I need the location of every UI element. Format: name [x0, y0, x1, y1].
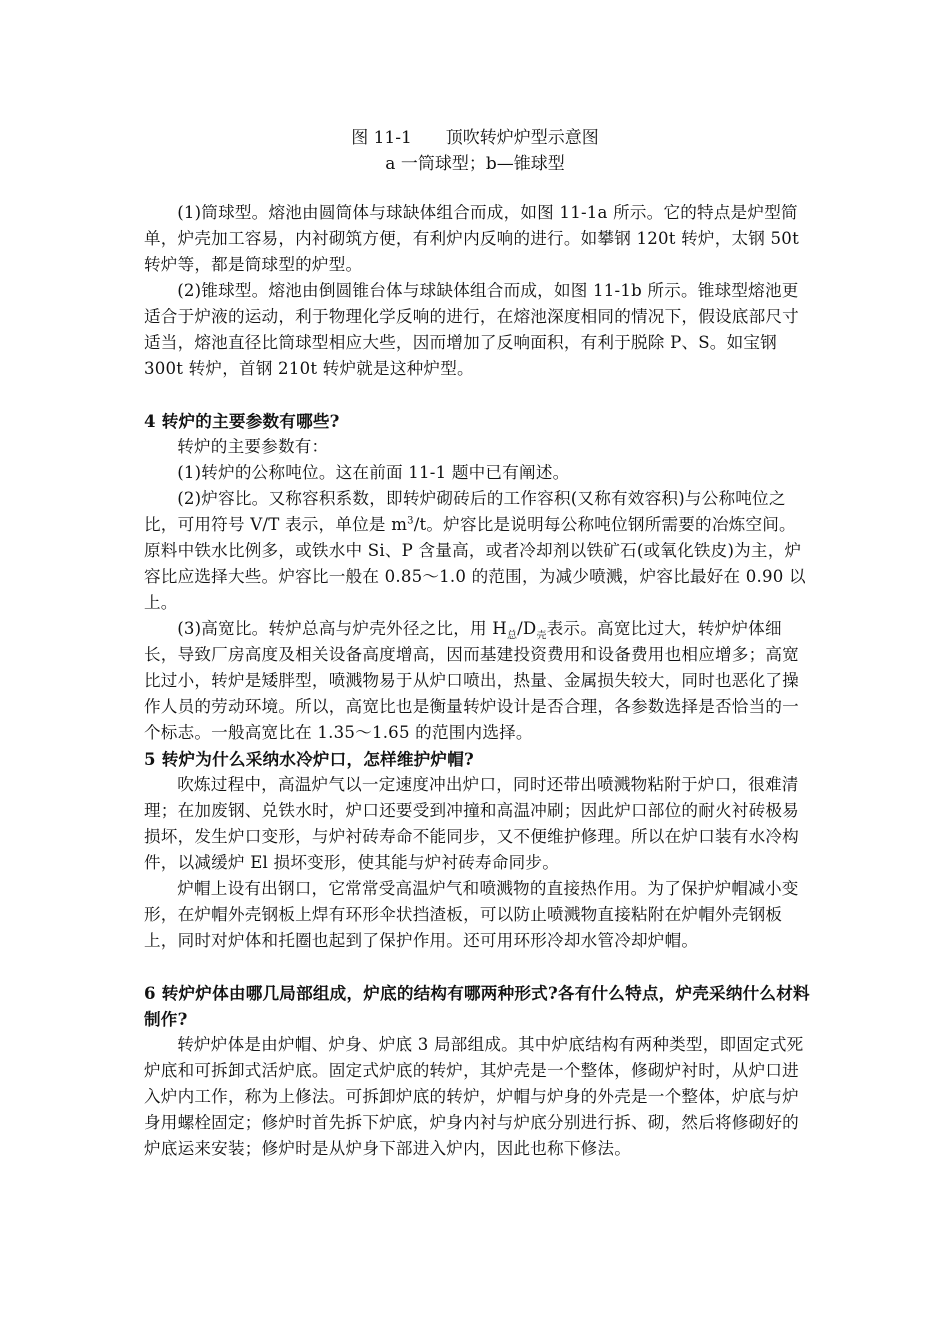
paragraph-volume-ratio: (2)炉容比。又称容积系数，即转炉砌砖后的工作容积(又称有效容积)与公称吨位之比，可用符号 V/T 表示，单位是 $m^3/t$。炉容比是说明每公称吨位钢所需要的冶炼空间。原料中铁水比例多，或铁水中 Si、P 含量高，或者冷却剂以铁矿石(或氧化铁皮)为主，炉容比应选择大些。炉容比一般在 0.85～1.0 的范围，为减少喷溅，炉容比最好在 0.90 以上。 — [144, 489, 806, 612]
paragraph-nominal-tonnage: (1)转炉的公称吨位。这在前面 11-1 题中已有阐述。 — [177, 463, 570, 482]
paragraph-cone-sphere: (2)锥球型。熔池由倒圆锥台体与球缺体组合而成，如图 11-1b 所示。锥球型熔池更适合于炉液的运动，利于物理化学反响的进行，在熔池深度相同的情况下，假设底部尺寸适当，熔池直径比筒球型相应大些，因而增加了反响面积，有利于脱除 P、S。如宝钢 300t 转炉，首钢 210t 转炉就是这种炉型。 — [144, 281, 799, 378]
question-5-heading: 5 转炉为什么采纳水冷炉口，怎样维护炉帽? — [144, 749, 474, 769]
paragraph-tube-sphere: (1)筒球型。熔池由圆筒体与球缺体组合而成，如图 11-1a 所示。它的特点是炉型简单，炉壳加工容易，内衬砌筑方便，有利炉内反响的进行。如攀钢 120t 转炉，太钢 50t 转炉等，都是筒球型的炉型。 — [144, 203, 799, 274]
paragraph-furnace-cap: 炉帽上设有出钢口，它常常受高温炉气和喷溅物的直接热作用。为了保护炉帽减小变形，在炉帽外壳钢板上焊有环形伞状挡渣板，可以防止喷溅物直接粘附在炉帽外壳钢板上，同时对炉体和托圈也起到了保护作用。还可用环形冷却水管冷却炉帽。 — [144, 879, 799, 950]
paragraph-water-cooled-mouth: 吹炼过程中，高温炉气以一定速度冲出炉口，同时还带出喷溅物粘附于炉口，很难清理；在加废钢、兑铁水时，炉口还要受到冲撞和高温冲刷；因此炉口部位的耐火衬砖极易损坏，发生炉口变形，与炉衬砖寿命不能同步，又不便维护修理。所以在炉口装有水冷构件，以减缓炉 El 损坏变形，使其能与炉衬砖寿命同步。 — [144, 775, 799, 872]
figure-caption-title: 图 11-1 顶吹转炉炉型示意图 — [351, 128, 599, 148]
figure-caption-subtitle: a 一筒球型；b—锥球型 — [385, 154, 565, 174]
paragraph-height-width-ratio: (3)高宽比。转炉总高与炉壳外径之比，用 $H_总/D_壳$表示。高宽比过大，转炉炉体细长，导致厂房高度及相关设备高度增高，因而基建投资费用和设备费用也相应增多；高宽比过小，转炉是矮胖型，喷溅物易于从炉口喷出，热量、金属损失较大，同时也恶化了操作人员的劳动环境。所以，高宽比也是衡量转炉设计是否合理，各参数选择是否恰当的一个标志。一般高宽比在 1.35～1.65 的范围内选择。 — [144, 619, 799, 742]
paragraph-furnace-body: 转炉炉体是由炉帽、炉身、炉底 3 局部组成。其中炉底结构有两种类型，即固定式死炉底和可拆卸式活炉底。固定式炉底的转炉，其炉壳是一个整体，修砌炉衬时，从炉口进入炉内工作，称为上修法。可拆卸炉底的转炉，炉帽与炉身的外壳是一个整体，炉底与炉身用螺栓固定；修炉时首先拆下炉底，炉身内衬与炉底分别进行拆、砌，然后将修砌好的炉底运来安装；修炉时是从炉身下部进入炉内，因此也称下修法。 — [144, 1035, 804, 1158]
question-6-heading: 6 转炉炉体由哪几局部组成，炉底的结构有哪两种形式?各有什么特点，炉壳采纳什么材料制作? — [144, 983, 810, 1029]
paragraph-params-intro: 转炉的主要参数有： — [177, 437, 329, 456]
document-body — [144, 200, 810, 1162]
question-4-heading: 4 转炉的主要参数有哪些? — [144, 411, 340, 431]
